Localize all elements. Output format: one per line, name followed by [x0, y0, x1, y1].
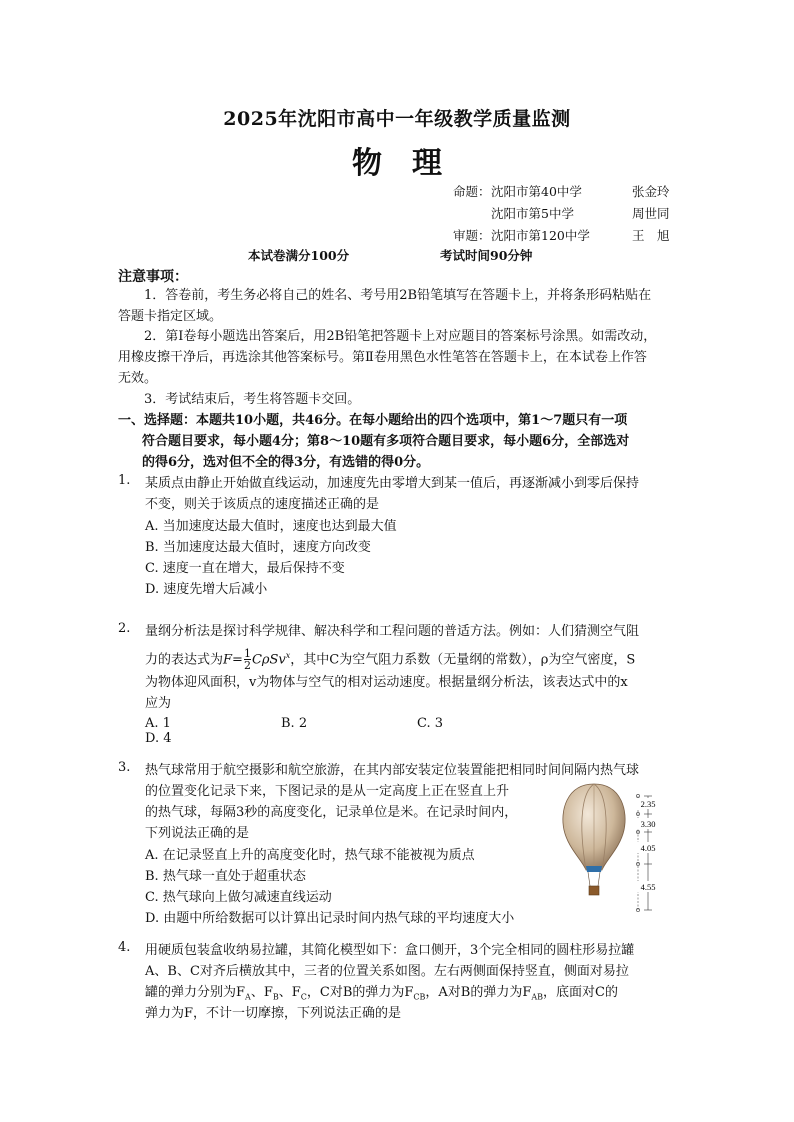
q3-option-d: D. 由题中所给数据可以计算出记录时间内热气球的平均速度大小	[145, 911, 515, 926]
q1-option-d: D. 速度先增大后减小	[145, 582, 268, 597]
q2-option-c: C. 3	[417, 716, 444, 731]
q4-text: 、F	[278, 985, 301, 1000]
exam-title: 2025年沈阳市高中一年级教学质量监测	[223, 108, 571, 130]
q1-option-c: C. 速度一直在增大，最后保持不变	[145, 561, 345, 576]
note-2-cont: 无效。	[118, 371, 158, 386]
note-1-cont: 答题卡指定区域。	[118, 309, 223, 324]
q2-stem-formula-line	[145, 644, 678, 672]
author-name: 张金玲	[632, 184, 670, 199]
reviewer-name: 王 旭	[632, 228, 670, 243]
subscript: B	[272, 992, 279, 1002]
q2-option-b: B. 2	[281, 716, 308, 731]
subscript: AB	[531, 992, 544, 1002]
q4-text: ，C对B的弹力为F	[306, 985, 414, 1000]
fraction-den: 2	[243, 659, 251, 673]
fraction	[244, 648, 251, 671]
q3-stem-cont: 的热气球，每隔3秒的高度变化，记录单位是米。在记录时间内，	[145, 805, 518, 820]
section-heading: 一、选择题：本题共10小题，共46分。在每小题给出的四个选项中，第1～7题只有一项	[118, 413, 628, 428]
author-name: 周世同	[632, 206, 670, 221]
q1-stem: 某质点由静止开始做直线运动，加速度先由零增大到某一值后，再逐渐减小到零后保持	[145, 476, 640, 491]
q3-option-a: A. 在记录竖直上升的高度变化时，热气球不能被视为质点	[145, 848, 475, 863]
q2-options	[145, 716, 665, 746]
q4-stem: 用硬质包装盒收纳易拉罐，其简化模型如下：盒口侧开，3个完全相同的圆柱形易拉罐	[145, 943, 635, 958]
note-1	[118, 285, 678, 306]
question-number: 3.	[118, 760, 131, 775]
subject-title: 物 理	[352, 146, 442, 181]
subscript: C	[300, 992, 307, 1002]
q2-stem-cont: 应为	[145, 696, 172, 711]
note-text: 1．答卷前，考生务必将自己的姓名、考号用2B铅笔填写在答题卡上，并将条形码粘贴在	[144, 288, 652, 303]
full-score: 本试卷满分100分	[248, 248, 350, 263]
q2-option-d: D. 4	[145, 731, 172, 746]
q3-stem: 热气球常用于航空摄影和航空旅游，在其内部安装定位装置能把相同时间间隔内热气球	[145, 763, 640, 778]
author-school: 沈阳市第40中学	[491, 184, 582, 199]
q4-stem-cont: 弹力为F，不计一切摩擦，下列说法正确的是	[145, 1006, 402, 1021]
q1-option-a: A. 当加速度达最大值时，速度也达到最大值	[145, 519, 397, 534]
exam-time: 考试时间90分钟	[440, 248, 533, 263]
segment-label: 3.30	[640, 819, 656, 829]
q4-text: 、F	[250, 985, 273, 1000]
author-school: 沈阳市第5中学	[491, 206, 574, 221]
height-record	[636, 794, 660, 911]
segment-label: 2.35	[640, 799, 656, 809]
q4-text: ，底面对C的	[543, 985, 618, 1000]
section-heading-cont: 的得6分，选对但不全的得3分，有选错的得0分。	[142, 455, 430, 470]
fraction-num: 1	[243, 647, 251, 661]
segment-label: 4.05	[640, 843, 656, 853]
reviewer-school: 沈阳市第120中学	[491, 228, 590, 243]
section-heading-cont: 符合题目要求，每小题4分；第8～10题有多项符合题目要求，每小题6分，全部选对	[142, 434, 630, 449]
segment-label: 4.55	[640, 882, 656, 892]
formula-lhs: F=	[223, 652, 243, 668]
author-role: 命题：	[453, 184, 491, 199]
question-number: 1.	[118, 473, 131, 488]
q2-stem: 量纲分析法是探讨科学规律、解决科学和工程问题的普适方法。例如：人们猜测空气阻	[145, 624, 640, 639]
question-number: 2.	[118, 621, 131, 636]
q2-stem-cont: 为物体迎风面积，v为物体与空气的相对运动速度。根据量纲分析法，该表达式中的x	[145, 675, 628, 690]
q3-option-b: B. 热气球一直处于超重状态	[145, 869, 306, 884]
q3-stem-cont: 下列说法正确的是	[145, 826, 250, 841]
q2-text: 力的表达式为	[145, 652, 224, 668]
q4-text: ，A对B的弹力为F	[425, 985, 532, 1000]
q4-text: 罐的弹力分别为F	[145, 985, 246, 1000]
q1-option-b: B. 当加速度达最大值时，速度方向改变	[145, 540, 371, 555]
note-2-cont: 用橡皮擦干净后，再选涂其他答案标号。第Ⅱ卷用黑色水性笔答在答题卡上，在本试卷上作答	[118, 350, 647, 365]
balloon-figure	[556, 782, 676, 922]
q1-stem-cont: 不变，则关于该质点的速度描述正确的是	[145, 497, 380, 512]
subscript: A	[245, 992, 251, 1002]
q4-stem-cont: A、B、C对齐后横放其中，三者的位置关系如图。左右两侧面保持竖直，侧面对易拉	[145, 964, 629, 979]
notes-heading: 注意事项：	[118, 269, 188, 285]
hot-air-balloon-icon	[563, 784, 625, 895]
subscript: CB	[413, 992, 426, 1002]
q2-text: ，其中C为空气阻力系数（无量纲的常数），ρ为空气密度，S	[290, 652, 636, 668]
reviewer-role: 审题：	[453, 228, 491, 243]
formula-exponent: x	[285, 651, 291, 660]
q3-stem-cont: 的位置变化记录下来，下图记录的是从一定高度上正在竖直上升	[145, 784, 510, 799]
q3-option-c: C. 热气球向上做匀减速直线运动	[145, 890, 332, 905]
note-2: 2．第Ⅰ卷每小题选出答案后，用2B铅笔把答题卡上对应题目的答案标号涂黑。如需改动，	[144, 329, 657, 344]
note-3: 3．考试结束后，考生将答题卡交回。	[144, 392, 361, 407]
question-number: 4.	[118, 940, 131, 955]
formula-rhs: CρSv	[251, 652, 286, 668]
q2-option-a: A. 1	[145, 716, 171, 731]
